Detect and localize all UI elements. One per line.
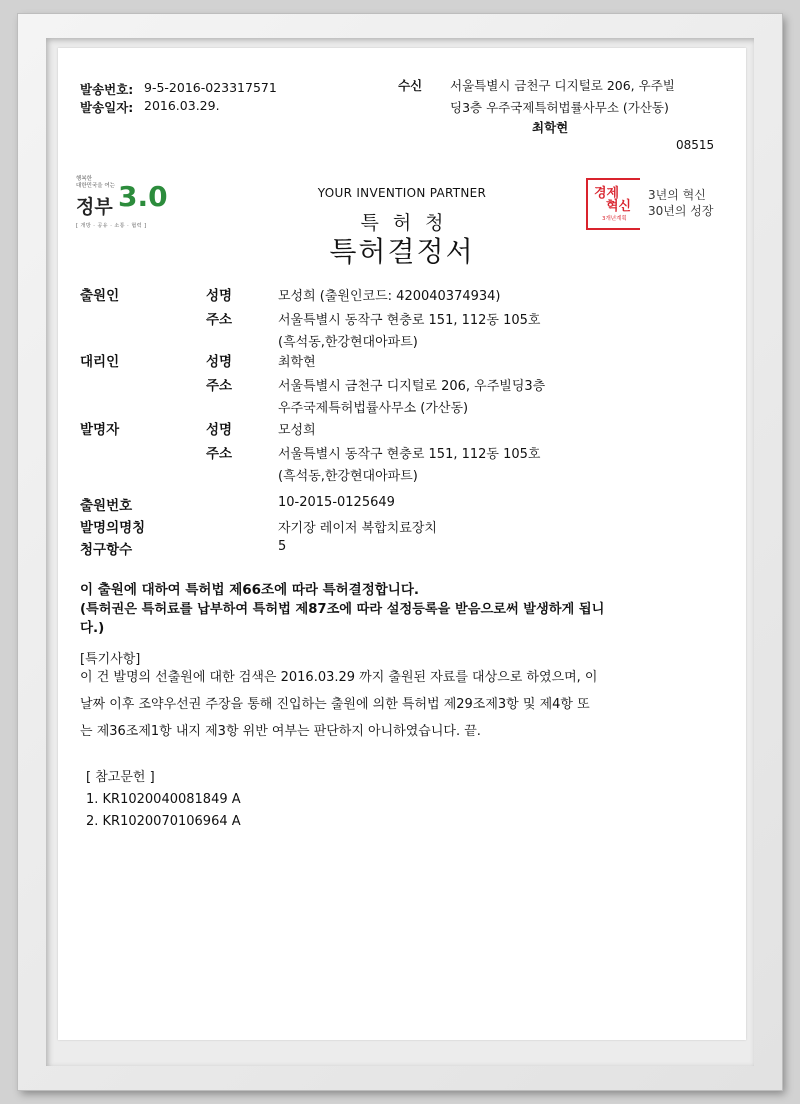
reference-item-1: 1. KR1020040081849 A	[86, 792, 241, 807]
application-number: 10-2015-0125649	[278, 495, 395, 510]
decision-line1: 이 출원에 대하여 특허법 제66조에 따라 특허결정합니다.	[80, 582, 420, 598]
agent-address-label: 주소	[206, 378, 233, 394]
inventor-name-label: 성명	[206, 422, 233, 438]
applicant-name: 모성희 (출원인코드: 420040374934)	[278, 289, 501, 304]
agent-address-line1: 서울특별시 금천구 디지털로 206, 우주빌딩3층	[278, 379, 546, 394]
partner-slogan: YOUR INVENTION PARTNER	[317, 186, 487, 200]
remarks-line1: 이 건 발명의 선출원에 대한 검색은 2016.03.29 까지 출원된 자료를 대상으로 하였으며, 이	[80, 670, 598, 685]
recipient-name: 최학현	[532, 120, 569, 135]
applicant-address-line1: 서울특별시 동작구 현충로 151, 112동 105호	[278, 313, 541, 328]
agent-address-line2: 우주국제특허법률사무소 (가산동)	[278, 401, 469, 416]
econ-logo-sub: 3개년계획	[602, 216, 627, 222]
econ-logo-word1: 경제	[594, 186, 620, 201]
recipient-address-line2: 딩3층 우주국제특허법률사무소 (가산동)	[450, 100, 669, 115]
remarks-heading: [특기사항]	[80, 652, 141, 667]
send-date-label: 발송일자:	[80, 100, 134, 115]
econ-logo-side-line2: 30년의 성장	[648, 204, 714, 218]
decision-line3: 다.)	[80, 620, 105, 636]
econ-logo-word2: 혁신	[606, 199, 632, 214]
send-date: 2016.03.29.	[144, 98, 220, 113]
gov-logo-number: 3.0	[118, 180, 168, 213]
applicant-address-label: 주소	[206, 312, 233, 328]
send-number: 9-5-2016-023317571	[144, 80, 277, 95]
applicant-name-label: 성명	[206, 288, 233, 304]
postal-code: 08515	[676, 138, 715, 152]
inventor-name: 모성희	[278, 423, 316, 438]
office-name: 특허청	[360, 212, 458, 234]
gov-logo-small-line2: 대한민국을 여는	[76, 183, 115, 189]
applicant-label: 출원인	[80, 288, 120, 304]
recipient-address-line1: 서울특별시 금천구 디지털로 206, 우주빌	[450, 78, 675, 93]
invention-title-label: 발명의명칭	[80, 520, 146, 536]
document-page	[58, 48, 746, 1040]
claims-count-label: 청구항수	[80, 542, 133, 558]
invention-title: 자기장 레이저 복합치료장치	[278, 521, 437, 536]
applicant-address-line2: (흑석동,한강현대아파트)	[278, 335, 418, 350]
application-number-label: 출원번호	[80, 498, 133, 514]
agent-label: 대리인	[80, 354, 120, 370]
reference-item-2: 2. KR1020070106964 A	[86, 814, 241, 829]
remarks-line2: 날짜 이후 조약우선권 주장을 통해 진입하는 출원에 의한 특허법 제29조제3항 및 제4항 또	[80, 697, 590, 712]
gov-logo-small-line1: 행복한	[76, 176, 92, 182]
document-title: 특허결정서	[329, 235, 475, 268]
gov-logo-tagline: [ 개방 · 공유 · 소통 · 협력 ]	[76, 223, 147, 229]
inventor-address-line2: (흑석동,한강현대아파트)	[278, 469, 418, 484]
remarks-line3: 는 제36조제1항 내지 제3항 위반 여부는 판단하지 아니하였습니다. 끝.	[80, 724, 481, 739]
econ-logo-side-line1: 3년의 혁신	[648, 188, 706, 202]
recipient-label: 수신	[398, 78, 423, 93]
inventor-address-line1: 서울특별시 동작구 현충로 151, 112동 105호	[278, 447, 541, 462]
gov-logo-main: 정부	[76, 196, 113, 218]
references-heading: [ 참고문헌 ]	[86, 770, 155, 785]
claims-count: 5	[278, 539, 287, 554]
decision-line2: (특허권은 특허료를 납부하여 특허법 제87조에 따라 설정등록을 받음으로써 발생하게 됩니	[80, 602, 605, 617]
inventor-label: 발명자	[80, 422, 120, 438]
agent-name-label: 성명	[206, 354, 233, 370]
send-number-label: 발송번호:	[80, 82, 134, 97]
inventor-address-label: 주소	[206, 446, 233, 462]
agent-name: 최학현	[278, 355, 316, 370]
